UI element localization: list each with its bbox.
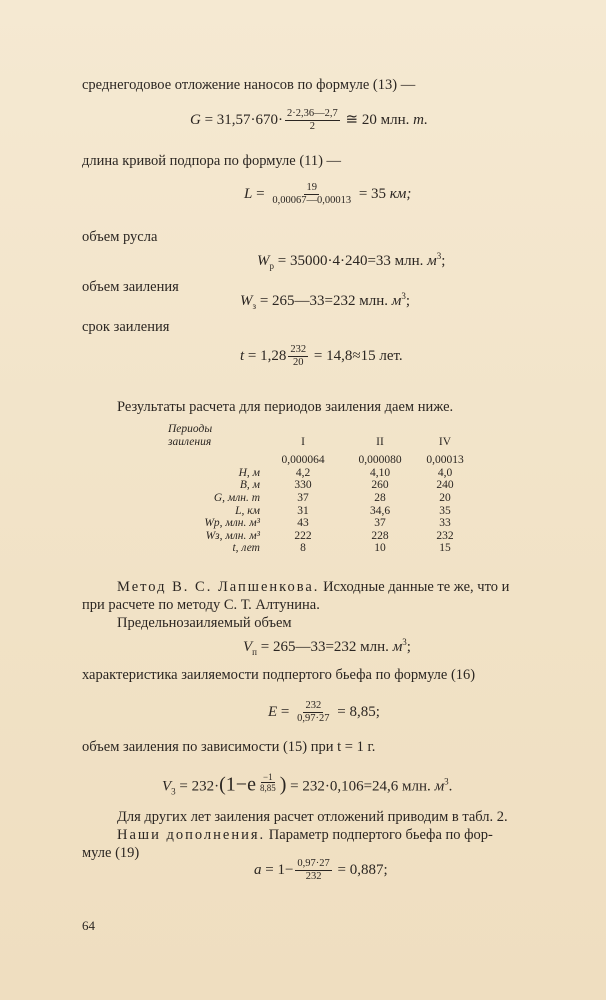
table-cell: 0,000080	[358, 454, 402, 467]
table-cell: 232	[436, 529, 454, 542]
table-cell: 330	[294, 479, 312, 492]
paragraph-limit-volume: Предельнозаиляемый объем	[117, 615, 292, 631]
page-number: 64	[82, 918, 95, 933]
table-cell: 4,0	[437, 466, 453, 479]
table-header-row	[168, 436, 472, 449]
table-row	[168, 517, 472, 530]
table-cell: 43	[297, 517, 309, 530]
table-row	[168, 530, 472, 543]
table-cell: 8	[300, 542, 306, 555]
formula-l: L = $\frac{19}{0,00067—0,00013}$ = 35 км;	[244, 182, 412, 206]
table-cell: 28	[374, 491, 386, 504]
table-cell: 228	[371, 529, 389, 542]
table-cell: 260	[371, 479, 389, 492]
paragraph-characteristic: характеристика заиляемости подпертого бьефа по формуле (16)	[82, 667, 476, 683]
table-row	[168, 492, 472, 505]
table-cell: 34,6	[369, 504, 391, 517]
paragraph-other-years: Для других лет заиления расчет отложений приводим в табл. 2.	[117, 809, 508, 825]
formula-e: E = $\frac{232}{0,97\cdot 27}$ = 8,85;	[268, 700, 380, 724]
table-row-label: L, км	[235, 504, 260, 517]
table-col-header: I	[301, 435, 305, 448]
table-row-label: Wз, млн. м³	[205, 529, 260, 542]
paragraph-method-cont: при расчете по методу С. Т. Алтунина.	[82, 597, 320, 613]
formula-wz: $W_з$ = 265—33=232 млн. $м^3$;	[240, 291, 410, 311]
table-cell: 240	[436, 479, 454, 492]
formula-wr: $W_р = 35000\cdot 4\cdot 240=33$ млн. $м^3$;	[257, 251, 446, 271]
table-cell: 37	[374, 517, 386, 530]
paragraph-silting-time: срок заиления	[82, 319, 170, 335]
table-row	[168, 454, 472, 467]
table-cell: 15	[439, 542, 451, 555]
paragraph-additions-heading: Наши дополнения. Параметр подпертого бьефа по фор-	[117, 827, 493, 843]
paragraph-volume-dependency: объем заиления по зависимости (15) при t = 1 г.	[82, 739, 376, 755]
table-header-label: заиления	[168, 435, 212, 448]
paragraph-sediment: среднегодовое отложение наносов по формуле (13) —	[82, 77, 416, 93]
table-cell: 0,00013	[426, 454, 464, 467]
table-cell: 35	[439, 504, 451, 517]
table-row	[168, 467, 472, 480]
table-cell: 10	[374, 542, 386, 555]
formula-a: a = 1− $\frac{0,97\cdot 27}{232}$ = 0,887;	[254, 858, 388, 882]
table-cell: 33	[439, 517, 451, 530]
table-row	[168, 479, 472, 492]
paragraph-backwater: длина кривой подпора по формуле (11) —	[82, 153, 342, 169]
results-table	[168, 423, 472, 555]
table-cell: 37	[297, 491, 309, 504]
table-row-label: H, м	[238, 466, 260, 479]
table-col-header: IV	[438, 435, 452, 448]
formula-t: t = 1,28 $\frac{232}{20}$ = 14,8≈15 лет.	[240, 344, 403, 368]
table-row	[168, 505, 472, 518]
table-row-label: B, м	[239, 479, 260, 492]
table-header-label: Периоды	[168, 423, 213, 435]
table-row-label: G, млн. т	[213, 491, 260, 504]
formula-vp: $V_п$ = 265—33=232 млн. $м^3$;	[243, 637, 411, 657]
table-col-header: II	[376, 435, 384, 448]
table-cell: 222	[294, 529, 312, 542]
table-row	[168, 542, 472, 555]
formula-g: G = 31,57·670· $\frac{2\cdot 2,36—2,7}{2}$ ≅ 20 млн. т.	[190, 108, 428, 132]
table-cell: 4,10	[369, 466, 391, 479]
formula-v3: $V_3 = 232\cdot(1-e$ $^{\frac{-1}{8,85}}$ ) = 232·0,106=24,6 млн. $м^3$.	[162, 772, 453, 797]
paragraph-silting-volume: объем заиления	[82, 279, 179, 295]
table-row-label: Wр, млн. м³	[204, 517, 260, 530]
paragraph-channel-volume: объем русла	[82, 229, 158, 245]
table-cell: 4,2	[295, 466, 311, 479]
table-header-row	[168, 423, 472, 436]
paragraph-method-heading: Метод В. С. Лапшенкова. Исходные данные те же, что и	[117, 579, 510, 595]
table-cell: 31	[297, 504, 309, 517]
table-row-label: t, лет	[232, 542, 260, 555]
paragraph-additions-cont: муле (19)	[82, 845, 140, 861]
paragraph-results-intro: Результаты расчета для периодов заиления даем ниже.	[117, 399, 454, 415]
table-cell: 0,000064	[281, 454, 325, 467]
table-cell: 20	[439, 491, 451, 504]
